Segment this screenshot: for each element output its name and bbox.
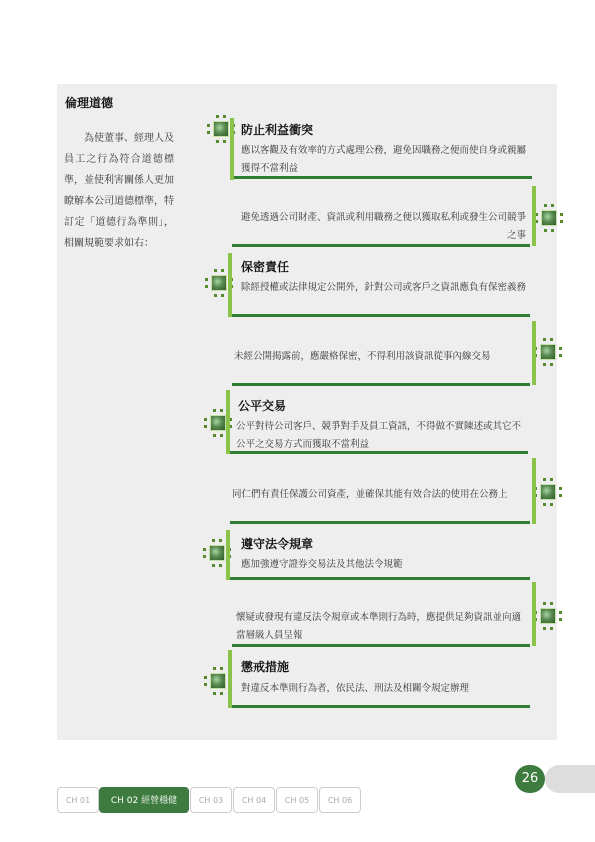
entry-description: 同仁們有責任保護公司資產，並確保其能有效合法的使用在公務上 bbox=[232, 489, 508, 500]
section-intro: 為使董事、經理人及員工之行為符合道德標準，並使利害關係人更加瞭解本公司道德標準，特訂定「道德行為準則」，相關規範要求如右： bbox=[64, 133, 174, 249]
chip-icon bbox=[210, 673, 226, 689]
entry-description: 應加強遵守證券交易法及其他法令規範 bbox=[241, 559, 403, 570]
entry-description: 應以客觀及有效率的方式處理公務，避免因職務之便而使自身或親屬獲得不當利益 bbox=[241, 145, 527, 174]
page-tab bbox=[545, 765, 595, 793]
entry-title: 防止利益衝突 bbox=[241, 123, 314, 137]
chapter-tab-ch05[interactable]: CH 05 bbox=[276, 787, 318, 813]
entry-description: 未經公開揭露前，應嚴格保密，不得利用該資訊從事內線交易 bbox=[234, 351, 491, 362]
entry-title: 公平交易 bbox=[238, 399, 287, 413]
chip-icon bbox=[210, 415, 226, 431]
page-number: 26 bbox=[515, 765, 545, 793]
chapter-tab-ch03[interactable]: CH 03 bbox=[190, 787, 232, 813]
section-title: 倫理道德 bbox=[65, 96, 114, 110]
entry-description: 公平對待公司客戶、競爭對手及員工資訊，不得做不實陳述或其它不公平之交易方式而獲取不當利益 bbox=[236, 421, 522, 450]
entry-title: 保密責任 bbox=[241, 260, 290, 274]
chip-icon bbox=[540, 608, 556, 624]
entry-title: 遵守法令規章 bbox=[241, 537, 314, 551]
entry-description: 除經授權或法律規定公開外，針對公司或客戶之資訊應負有保密義務 bbox=[241, 282, 527, 293]
chapter-tab-ch04[interactable]: CH 04 bbox=[233, 787, 275, 813]
entry-description: 避免透過公司財產、資訊或利用職務之便以獲取私利或發生公司競爭之事 bbox=[240, 212, 526, 241]
chapter-tab-ch02[interactable]: CH 02 經營穩健 bbox=[99, 787, 189, 813]
chip-icon bbox=[211, 275, 227, 291]
chip-icon bbox=[213, 121, 229, 137]
chip-icon bbox=[209, 545, 225, 561]
chip-icon bbox=[541, 210, 557, 226]
entry-title: 懲戒措施 bbox=[241, 660, 290, 674]
chip-icon bbox=[540, 344, 556, 360]
chip-icon bbox=[540, 484, 556, 500]
entry-description: 懷疑或發現有違反法令規章或本準則行為時，應提供足夠資訊並向適當層級人員呈報 bbox=[236, 612, 522, 641]
chapter-tab-ch06[interactable]: CH 06 bbox=[319, 787, 361, 813]
entry-description: 對違反本準則行為者，依民法、刑法及相關令規定辦理 bbox=[241, 683, 470, 694]
chapter-tab-ch01[interactable]: CH 01 bbox=[57, 787, 99, 813]
